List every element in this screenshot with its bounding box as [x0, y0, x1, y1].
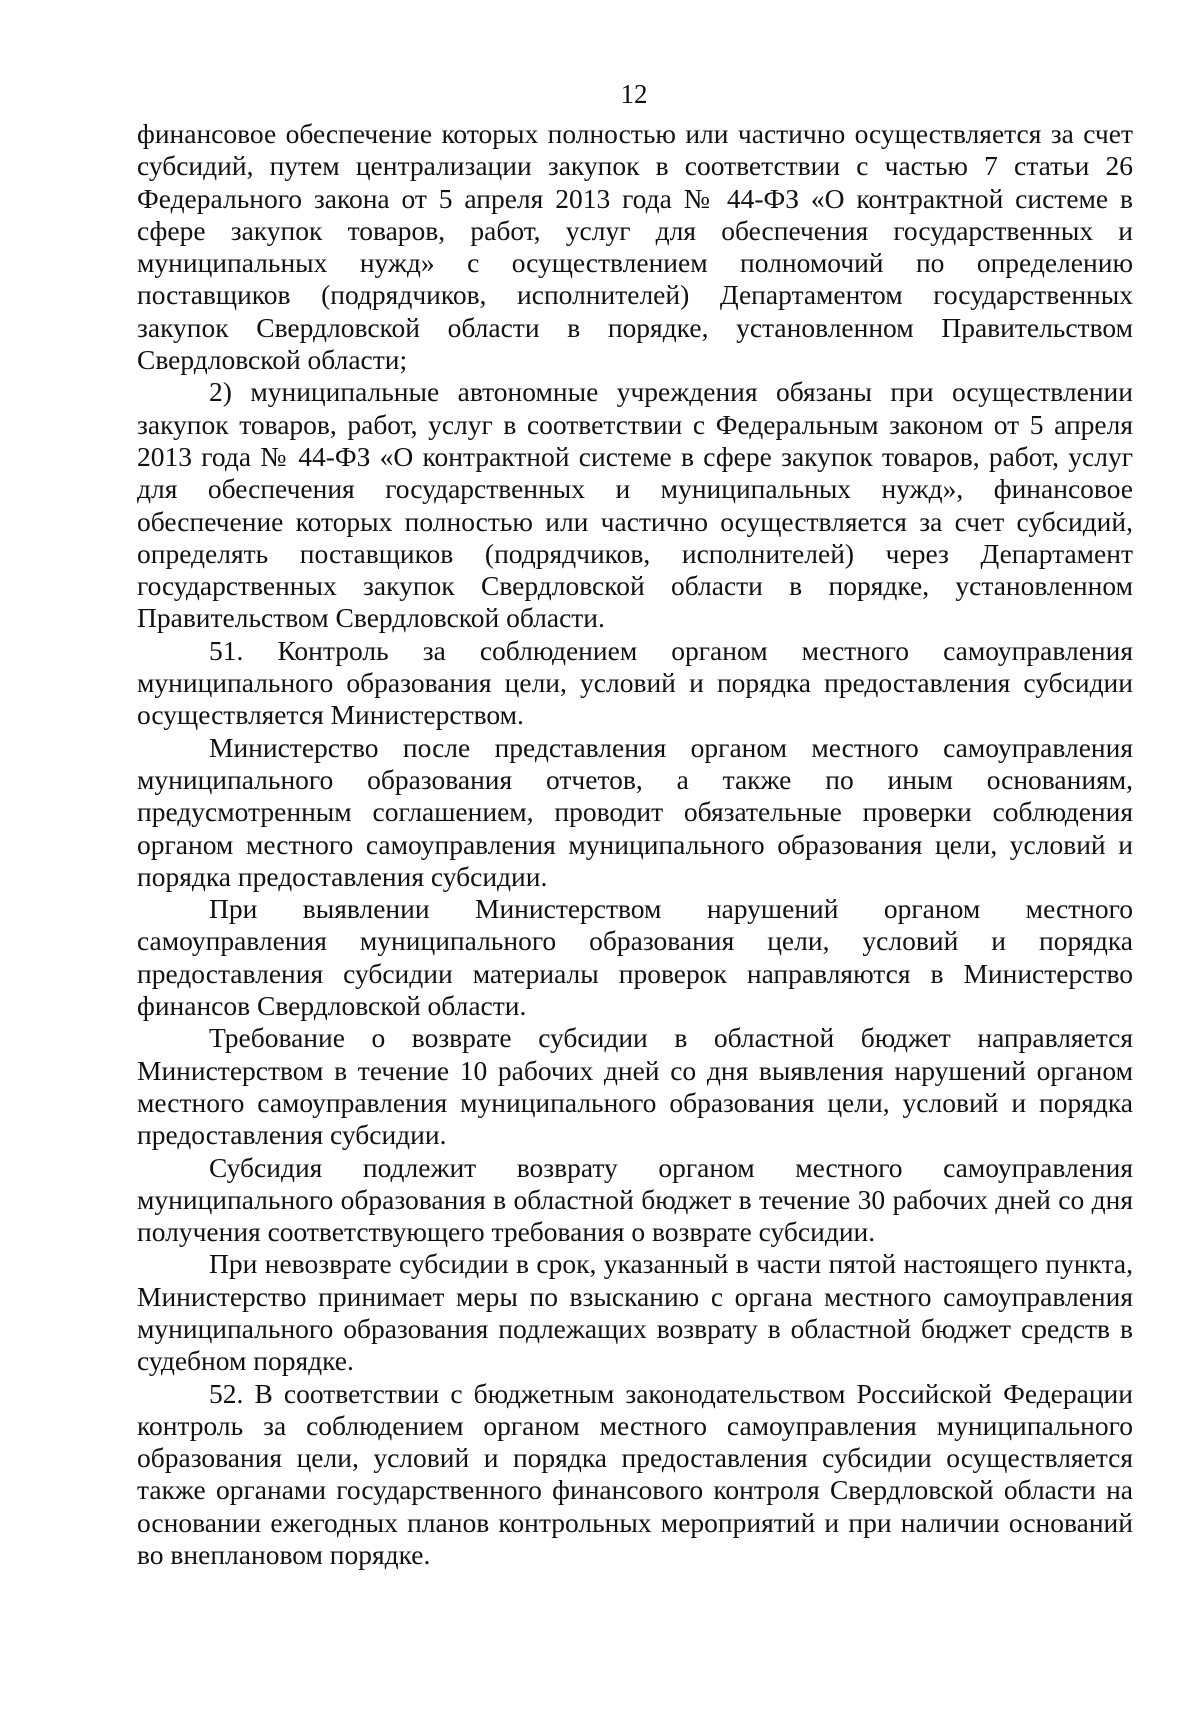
paragraph-return-demand: Требование о возврате субсидии в областной бюджет направляется Министерством в течение 10 рабочих дней со дня выявления нарушений органом местного самоуправления муниципального образования цели, условий и порядка предоставления субсидии.	[137, 1022, 1133, 1151]
page-number: 12	[620, 79, 648, 109]
paragraph-clause-52: 52. В соответствии с бюджетным законодательством Российской Федерации контроль за соблюдением органом местного самоуправления муниципального образования цели, условий и порядка предоставления субсидии осуществляется также органами государственного финансового контроля Свердловской области на основании ежегодных планов контрольных мероприятий и при наличии оснований во внеплановом порядке.	[137, 1377, 1133, 1571]
document-body	[137, 118, 1133, 1571]
paragraph-return-deadline: Субсидия подлежит возврату органом местного самоуправления муниципального образования в областной бюджет в течение 30 рабочих дней со дня получения соответствующего требования о возврате субсидии.	[137, 1151, 1133, 1248]
paragraph-item-2: 2) муниципальные автономные учреждения обязаны при осуществлении закупок товаров, работ, услуг в соответствии с Федеральным законом от 5 апреля 2013 года № 44-ФЗ «О контрактной системе в сфере закупок товаров, работ, услуг для обеспечения государственных и муниципальных нужд», финансовое обеспечение которых полностью или частично осуществляется за счет субсидий, определять поставщиков (подрядчиков, исполнителей) через Департамент государственных закупок Свердловской области в порядке, установленном Правительством Свердловской области.	[137, 376, 1133, 634]
paragraph-continuation: финансовое обеспечение которых полностью или частично осуществляется за счет субсидий, путем централизации закупок в соответствии с частью 7 статьи 26 Федерального закона от 5 апреля 2013 года № 44-ФЗ «О контрактной системе в сфере закупок товаров, работ, услуг для обеспечения государственных и муниципальных нужд» с осуществлением полномочий по определению поставщиков (подрядчиков, исполнителей) Департаментом государственных закупок Свердловской области в порядке, установленном Правительством Свердловской области;	[137, 118, 1133, 376]
paragraph-court-recovery: При невозврате субсидии в срок, указанный в части пятой настоящего пункта, Министерство принимает меры по взысканию с органа местного самоуправления муниципального образования подлежащих возврату в областной бюджет средств в судебном порядке.	[137, 1248, 1133, 1377]
paragraph-ministry-checks: Министерство после представления органом местного самоуправления муниципального образования отчетов, а также по иным основаниям, предусмотренным соглашением, проводит обязательные проверки соблюдения органом местного самоуправления муниципального образования цели, условий и порядка предоставления субсидии.	[137, 731, 1133, 892]
paragraph-violations: При выявлении Министерством нарушений органом местного самоуправления муниципального образования цели, условий и порядка предоставления субсидии материалы проверок направляются в Министерство финансов Свердловской области.	[137, 893, 1133, 1022]
paragraph-clause-51: 51. Контроль за соблюдением органом местного самоуправления муниципального образования цели, условий и порядка предоставления субсидии осуществляется Министерством.	[137, 634, 1133, 731]
